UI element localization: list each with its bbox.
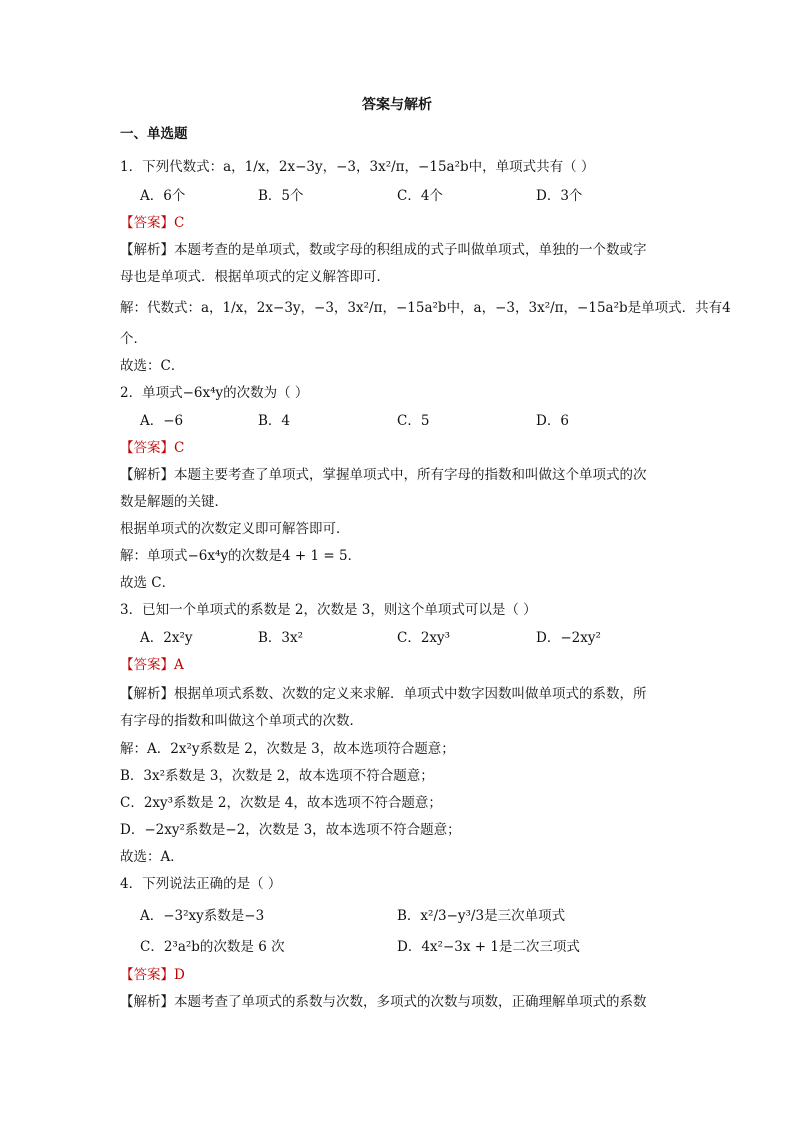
question-4-stem: 4．下列说法正确的是（ ） <box>120 876 282 892</box>
q2-solution: 解：单项式−6x⁴y的次数是4 + 1 = 5． <box>120 548 362 564</box>
q1-analysis-line-1: 【解析】本题考查的是单项式，数或字母的积组成的式子叫做单项式，单独的一个数或字 <box>120 242 647 258</box>
q2-conclusion: 故选 C． <box>120 575 176 591</box>
q1-solution-line-2: 个． <box>120 331 147 347</box>
question-2-stem: 2．单项式−6x⁴y的次数为（ ） <box>120 385 309 401</box>
q4-option-a: A．−3²xy系数是−3 <box>140 908 265 924</box>
q1-expression-list: a，1/x，2x−3y，−3，3x²/π，−15a²b中，单项式共有（ ） <box>223 159 595 175</box>
q3-option-c: C．2xy³ <box>397 630 451 646</box>
q1-option-c: C．4个 <box>397 188 443 204</box>
q3-solution-a: 解：A．2x²y系数是 2，次数是 3，故本选项符合题意； <box>120 741 455 757</box>
q1-option-d: D．3个 <box>536 188 583 204</box>
q3-analysis-line-1: 【解析】根据单项式系数、次数的定义来求解．单项式中数字因数叫做单项式的系数，所 <box>120 686 647 702</box>
q3-analysis-line-2: 有字母的指数和叫做这个单项式的次数． <box>120 713 363 729</box>
q4-option-b: B．x²/3−y³/3是三次单项式 <box>397 908 566 924</box>
q1-stem-text: 1．下列代数式： <box>120 159 224 175</box>
question-3-stem: 3．已知一个单项式的系数是 2，次数是 3，则这个单项式可以是（ ） <box>120 602 537 618</box>
q3-answer: 【答案】A <box>120 657 184 673</box>
q2-analysis-line-3: 根据单项式的次数定义即可解答即可． <box>120 521 350 537</box>
q3-solution-b: B．3x²系数是 3，次数是 2，故本选项不符合题意； <box>120 768 434 784</box>
q2-option-a: A．−6 <box>140 413 184 429</box>
q2-option-d: D．6 <box>536 413 569 429</box>
page-title: 答案与解析 <box>362 97 432 113</box>
q1-answer: 【答案】C <box>120 215 185 231</box>
q1-solution-line-1: 解：代数式：a，1/x，2x−3y，−3，3x²/π，−15a²b中，a，−3，3x²/π，−15a²b是单项式．共有4 <box>120 300 731 316</box>
q4-answer: 【答案】D <box>120 967 185 983</box>
q3-solution-c: C．2xy³系数是 2，次数是 4，故本选项不符合题意； <box>120 795 442 811</box>
q4-option-c: C．2³a²b的次数是 6 次 <box>140 939 285 955</box>
q4-analysis-line-1: 【解析】本题考查了单项式的系数与次数，多项式的次数与项数，正确理解单项式的系数 <box>120 994 647 1010</box>
q1-analysis-line-2: 母也是单项式．根据单项式的定义解答即可． <box>120 269 390 285</box>
section-heading: 一、单选题 <box>120 126 188 142</box>
q2-analysis-line-1: 【解析】本题主要考查了单项式，掌握单项式中，所有字母的指数和叫做这个单项式的次 <box>120 467 647 483</box>
q1-option-b: B．5个 <box>258 188 304 204</box>
q2-option-c: C．5 <box>397 413 430 429</box>
q3-solution-d: D．−2xy²系数是−2，次数是 3，故本选项不符合题意； <box>120 822 461 838</box>
q2-option-b: B．4 <box>258 413 291 429</box>
q3-option-d: D．−2xy² <box>536 630 601 646</box>
q2-analysis-line-2: 数是解题的关键． <box>120 494 228 510</box>
q3-option-b: B．3x² <box>258 630 304 646</box>
q2-answer: 【答案】C <box>120 440 185 456</box>
q1-conclusion: 故选：C． <box>120 358 185 374</box>
q4-option-d: D．4x²−3x + 1是二次三项式 <box>397 939 580 955</box>
q1-option-a: A．6个 <box>140 188 186 204</box>
question-1-stem <box>120 157 594 177</box>
q3-conclusion: 故选：A． <box>120 849 184 865</box>
q3-option-a: A．2x²y <box>140 630 193 646</box>
